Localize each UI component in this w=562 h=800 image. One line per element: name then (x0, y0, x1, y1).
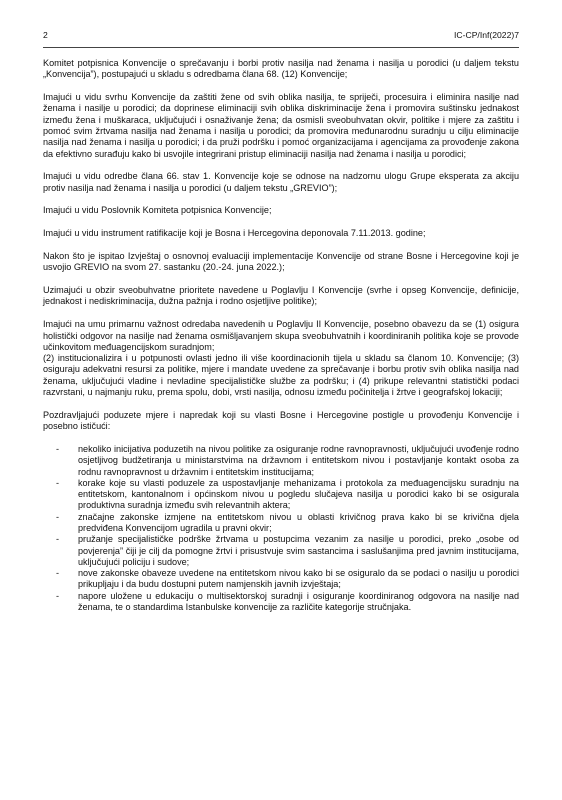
list-item (43, 478, 519, 512)
list-item (43, 591, 519, 614)
bullet-dash: - (56, 443, 60, 454)
paragraph: Uzimajući u obzir sveobuhvatne prioritete navedene u Poglavlju I Konvencije (svrhe i opseg Konvencije, definicije, jednakost i nediskriminacija, dužna pažnja i rodno osjetljive politike); (43, 285, 519, 307)
bullet-dash: - (56, 477, 60, 488)
paragraph: Imajući na umu primarnu važnost odredaba navedenih u Poglavlju II Konvencije, posebno obavezu da se (1) osigura holistički odgovor na nasilje nad ženama osmišljavanjem skupa sveobuhvatnih i koordiniranih politika koje se provode učinkovitom međuagencijskom suradnjom; (43, 319, 519, 352)
list-item-text: napore uložene u edukaciju o multisektorskoj suradnji i osiguranje koordiniranog odgovora na nasilje nad ženama, te o standardima Istanbulske konvencije za različite kategorije stručnjaka. (78, 590, 519, 613)
list-item-text: značajne zakonske izmjene na entitetskom nivou u oblasti krivičnog prava kako bi se krivična djela predviđena Konvencijom ugradila u pravni okvir; (78, 511, 519, 533)
list-item-text: korake koje su vlasti poduzele za uspostavljanje mehanizama i protokola za međuagencijsku suradnju na entitetskom, kantonalnom i općinskom nivou u pogledu slučajeva nasilja u porodici kako bi se osigurala produktivna suradnja između svih relevantnih aktera; (78, 477, 519, 511)
paragraph: Imajući u vidu instrument ratifikacije koji je Bosna i Hercegovina deponovala 7.11.2013. godine; (43, 228, 426, 239)
page-number: 2 (43, 30, 48, 40)
paragraph: Nakon što je ispitao Izvještaj o osnovnoj evaluaciji implementacije Konvencije od strane Bosne i Hercegovine koji je usvojio GREVIO na svom 27. sastanku (20.-24. juna 2022.); (43, 251, 519, 273)
list-item (43, 512, 519, 535)
list-item-text: nove zakonske obaveze uvedene na entitetskom nivou kako bi se osiguralo da se podaci o nasilju u porodici prikupljaju i da budu dostupni putem namjenskih javnih izvještaja; (78, 568, 519, 590)
document-reference: IC-CP/Inf(2022)7 (454, 30, 519, 40)
bullet-dash: - (56, 511, 60, 522)
paragraph: Imajući u vidu odredbe člana 66. stav 1. Konvencije koje se odnose na nadzornu ulogu Grupe eksperata za akciju protiv nasilja nad ženama i nasilja u porodici (u daljem tekstu „GREVIO”); (43, 171, 519, 193)
achievements-list (43, 444, 519, 613)
list-item (43, 534, 519, 568)
list-item-text: nekoliko inicijativa poduzetih na nivou politike za osiguranje rodne ravnopravnosti, uključujući uvođenje rodno osjetljivog budžetiranja u ministarstvima na državnom i entitetskom nivou i postavljanje kontakt osoba za rodnu ravnopravnost u državnim i entitetskim institucijama; (78, 443, 519, 477)
list-item (43, 568, 519, 591)
bullet-dash: - (56, 590, 60, 601)
list-item (43, 444, 519, 478)
document-body (43, 58, 519, 613)
header-divider (43, 47, 519, 48)
paragraph: Pozdravljajući poduzete mjere i napredak koji su vlasti Bosne i Hercegovine postigle u provođenju Konvencije i posebno ističući: (43, 409, 519, 432)
paragraph: (2) institucionalizira i u potpunosti ovlasti jedno ili više koordinacionih tijela u skladu sa članom 10. Konvencije; (3) osiguraju adekvatni resursi za politike, mjere i mandate uvedene za sprečavanje i borbu protiv svih oblika nasilja nad ženama, uključujući vladine i nevladine specijalističke službe za podršku; i (4) prikupe relevantni statistički podaci razvrstani, u najmanju ruku, prema spolu, dobi, vrsti nasilja, odnosu između počinitelja i žrtve i geografskoj lokaciji; (43, 353, 519, 398)
bullet-dash: - (56, 568, 60, 579)
bullet-dash: - (56, 534, 60, 545)
list-item-text: pružanje specijalističke podrške žrtvama u postupcima vezanim za nasilje u porodici, preko „osobe od povjerenja” čiji je cilj da pomogne žrtvi i prisustvuje svim sastancima i saslušanjima pred javnim institucijama, uključujući policiju i sudove; (78, 534, 519, 567)
page-header (43, 30, 519, 42)
paragraph: Imajući u vidu Poslovnik Komiteta potpisnica Konvencije; (43, 205, 272, 216)
paragraph: Imajući u vidu svrhu Konvencije da zaštiti žene od svih oblika nasilja, te spriječi, procesuira i eliminira nasilje nad ženama i nasilje u porodici; da doprinese eliminaciji svih oblika diskriminacije žena i promovira suštinsku jednakost između žena i muškaraca, uključujući i osnaživanje žena; da osmisli sveobuhvatan okvir, politike i mjere za zaštitu i pomoć svim žrtvama nasilja nad ženama i nasilja u porodici; da promovira međunarodnu suradnju u cilju eliminacije nasilja nad ženama i nasilja u porodici; i da pruži podršku i pomoć organizacijama i agencijama za provođenje zakona da efektivno surađuju kako bi usvojile integrirani pristup eliminaciji nasilja nad ženama i nasilja u porodici; (43, 92, 519, 159)
paragraph: Komitet potpisnica Konvencije o sprečavanju i borbi protiv nasilja nad ženama i nasilja u porodici (u daljem tekstu „Konvencija”), postupajući u skladu s odredbama člana 68. (12) Konvencije; (43, 58, 519, 80)
